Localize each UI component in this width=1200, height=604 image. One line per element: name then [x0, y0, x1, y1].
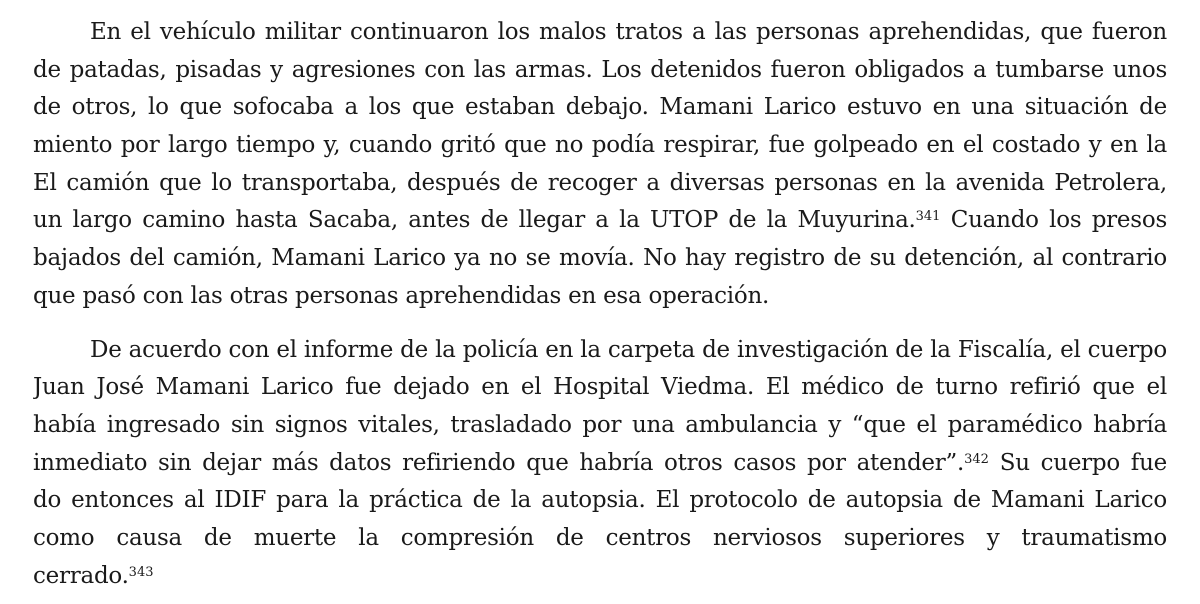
text-segment: Su cuerpo fue [999, 449, 1167, 476]
text-line: En el vehículo militar continuaron los malos tratos a las personas aprehendidas, que fueron [90, 19, 1167, 45]
text-line [33, 558, 1167, 596]
text-line: bajados del camión, Mamani Larico ya no se movía. No hay registro de su detención, al contrario [33, 245, 1167, 272]
text-line: como causa de muerte la compresión de centros nerviosos superiores y traumatismo [33, 524, 1167, 551]
text-segment: inmediato sin dejar más datos refiriendo que habría otros casos por atender”. [33, 449, 965, 476]
text-line: había ingresado sin signos vitales, trasladado por una ambulancia y “que el paramédico habría [33, 411, 1167, 438]
text-line: De acuerdo con el informe de la policía en la carpeta de investigación de la Fiscalía, el cuerpo [90, 336, 1167, 363]
document-body [33, 14, 1167, 595]
text-line: do entonces al IDIF para la práctica de la autopsia. El protocolo de autopsia de Mamani Larico [33, 487, 1167, 514]
footnote-ref-342[interactable]: 342 [964, 451, 989, 467]
text-line: de patadas, pisadas y agresiones con las armas. Los detenidos fueron obligados a tumbarse unos [33, 56, 1167, 83]
text-line: de otros, lo que sofocaba a los que estaban debajo. Mamani Larico estuvo en una situación de [33, 94, 1167, 121]
paragraph-2 [33, 332, 1167, 596]
text-line [33, 202, 1167, 240]
footnote-ref-343[interactable]: 343 [128, 564, 154, 580]
paragraph-1 [33, 14, 1167, 316]
footnote-ref-341[interactable]: 341 [915, 209, 941, 225]
text-line: Juan José Mamani Larico fue dejado en el Hospital Viedma. El médico de turno refirió que el [33, 374, 1167, 401]
text-line [33, 445, 1167, 483]
text-segment: Cuando los presos [950, 207, 1167, 234]
text-segment: cerrado. [33, 562, 129, 589]
text-line: miento por largo tiempo y, cuando gritó que no podía respirar, fue golpeado en el costado y en la [33, 132, 1167, 159]
text-line: El camión que lo transportaba, después de recoger a diversas personas en la avenida Petrolera, [33, 169, 1167, 196]
paragraph-spacer [33, 316, 1167, 332]
text-line: que pasó con las otras personas aprehendidas en esa operación. [33, 282, 770, 309]
text-segment: un largo camino hasta Sacaba, antes de llegar a la UTOP de la Muyurina. [33, 207, 916, 234]
